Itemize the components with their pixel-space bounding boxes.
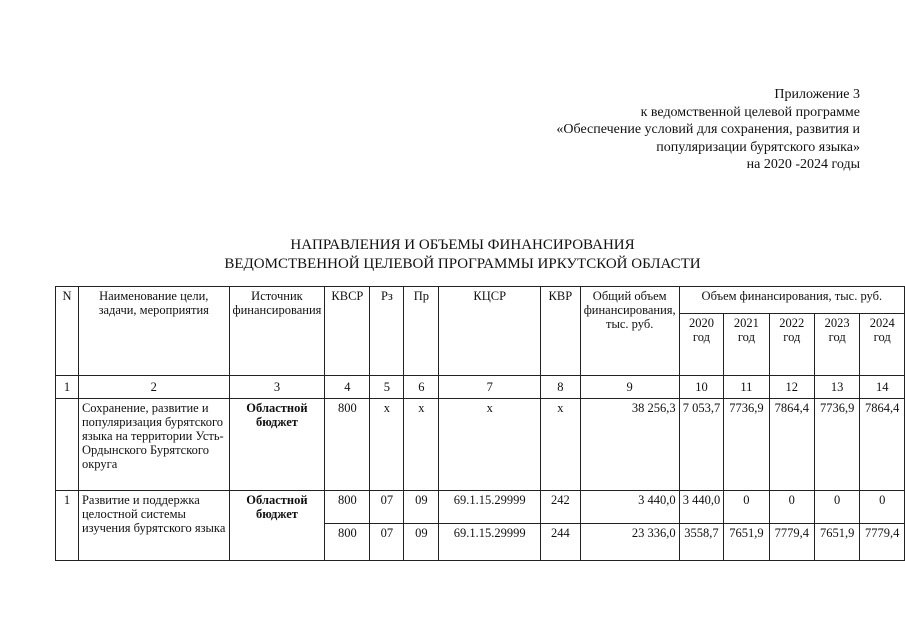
header-year-2023: 2023 год (814, 314, 859, 376)
header-row (56, 287, 905, 314)
column-number-row (56, 376, 905, 399)
appendix-line: «Обеспечение условий для сохранения, развития и (556, 122, 860, 137)
column-number: 6 (404, 376, 439, 399)
column-number: 10 (679, 376, 724, 399)
item1a-2022: 0 (769, 491, 814, 524)
item1a-total: 3 440,0 (580, 491, 679, 524)
column-number: 8 (541, 376, 581, 399)
goal-n (56, 399, 79, 491)
item1-name: Развитие и поддержка целостной системы изучения бурятского языка (78, 491, 229, 561)
goal-total: 38 256,3 (580, 399, 679, 491)
column-number: 13 (814, 376, 859, 399)
goal-2024: 7864,4 (860, 399, 905, 491)
item1-row-a (56, 491, 905, 524)
title-line: НАПРАВЛЕНИЯ И ОБЪЕМЫ ФИНАНСИРОВАНИЯ (290, 237, 635, 253)
item1a-2020: 3 440,0 (679, 491, 724, 524)
header-total: Общий объем финансирования, тыс. руб. (580, 287, 679, 376)
goal-kcsr: х (439, 399, 541, 491)
item1b-2020: 3558,7 (679, 524, 724, 561)
appendix-note (556, 86, 860, 174)
goal-2022: 7864,4 (769, 399, 814, 491)
column-number: 7 (439, 376, 541, 399)
appendix-line: популяризации бурятского языка» (656, 139, 860, 155)
goal-source: Областной бюджет (229, 399, 325, 491)
column-number: 5 (370, 376, 404, 399)
goal-name: Сохранение, развитие и популяризация бурятского языка на территории Усть-Ордынского Бурятского округа (78, 399, 229, 491)
header-year-2020: 2020 год (679, 314, 724, 376)
document-title (0, 236, 905, 274)
appendix-line: на 2020 -2024 годы (746, 157, 860, 172)
header-year-2022: 2022 год (769, 314, 814, 376)
column-number: 4 (325, 376, 370, 399)
appendix-line: к ведомственной целевой программе (640, 104, 860, 120)
item1a-kcsr: 69.1.15.29999 (439, 491, 541, 524)
item1a-kvr: 242 (541, 491, 581, 524)
goal-rz: х (370, 399, 404, 491)
header-rz: Рз (370, 287, 404, 376)
item1b-2022: 7779,4 (769, 524, 814, 561)
column-number: 14 (860, 376, 905, 399)
column-number: 3 (229, 376, 325, 399)
title-line: ВЕДОМСТВЕННОЙ ЦЕЛЕВОЙ ПРОГРАММЫ ИРКУТСКОЙ ОБЛАСТИ (224, 256, 701, 272)
goal-kvr: х (541, 399, 581, 491)
item1a-kvsr: 800 (325, 491, 370, 524)
header-pr: Пр (404, 287, 439, 376)
column-number: 12 (769, 376, 814, 399)
item1a-pr: 09 (404, 491, 439, 524)
item1a-2024: 0 (860, 491, 905, 524)
header-kvsr: КВСР (325, 287, 370, 376)
item1b-kcsr: 69.1.15.29999 (439, 524, 541, 561)
goal-pr: х (404, 399, 439, 491)
goal-kvsr: 800 (325, 399, 370, 491)
item1b-kvr: 244 (541, 524, 581, 561)
header-n: N (56, 287, 79, 376)
item1b-pr: 09 (404, 524, 439, 561)
item1a-2021: 0 (724, 491, 769, 524)
item1a-2023: 0 (814, 491, 859, 524)
header-year-2024: 2024 год (860, 314, 905, 376)
column-number: 1 (56, 376, 79, 399)
header-name: Наименование цели, задачи, мероприятия (78, 287, 229, 376)
column-number: 2 (78, 376, 229, 399)
item1-n: 1 (56, 491, 79, 561)
header-year-2021: 2021 год (724, 314, 769, 376)
item1b-total: 23 336,0 (580, 524, 679, 561)
goal-2023: 7736,9 (814, 399, 859, 491)
header-kvr: КВР (541, 287, 581, 376)
column-number: 11 (724, 376, 769, 399)
goal-row (56, 399, 905, 491)
item1b-2023: 7651,9 (814, 524, 859, 561)
item1b-2021: 7651,9 (724, 524, 769, 561)
appendix-line: Приложение 3 (774, 87, 860, 102)
goal-2021: 7736,9 (724, 399, 769, 491)
column-number: 9 (580, 376, 679, 399)
item1b-kvsr: 800 (325, 524, 370, 561)
header-source: Источник финансирования (229, 287, 325, 376)
header-volume: Объем финансирования, тыс. руб. (679, 287, 904, 314)
item1b-rz: 07 (370, 524, 404, 561)
item1-source: Областной бюджет (229, 491, 325, 561)
item1b-2024: 7779,4 (860, 524, 905, 561)
item1a-rz: 07 (370, 491, 404, 524)
financing-table (55, 286, 905, 561)
goal-2020: 7 053,7 (679, 399, 724, 491)
header-kcsr: КЦСР (439, 287, 541, 376)
